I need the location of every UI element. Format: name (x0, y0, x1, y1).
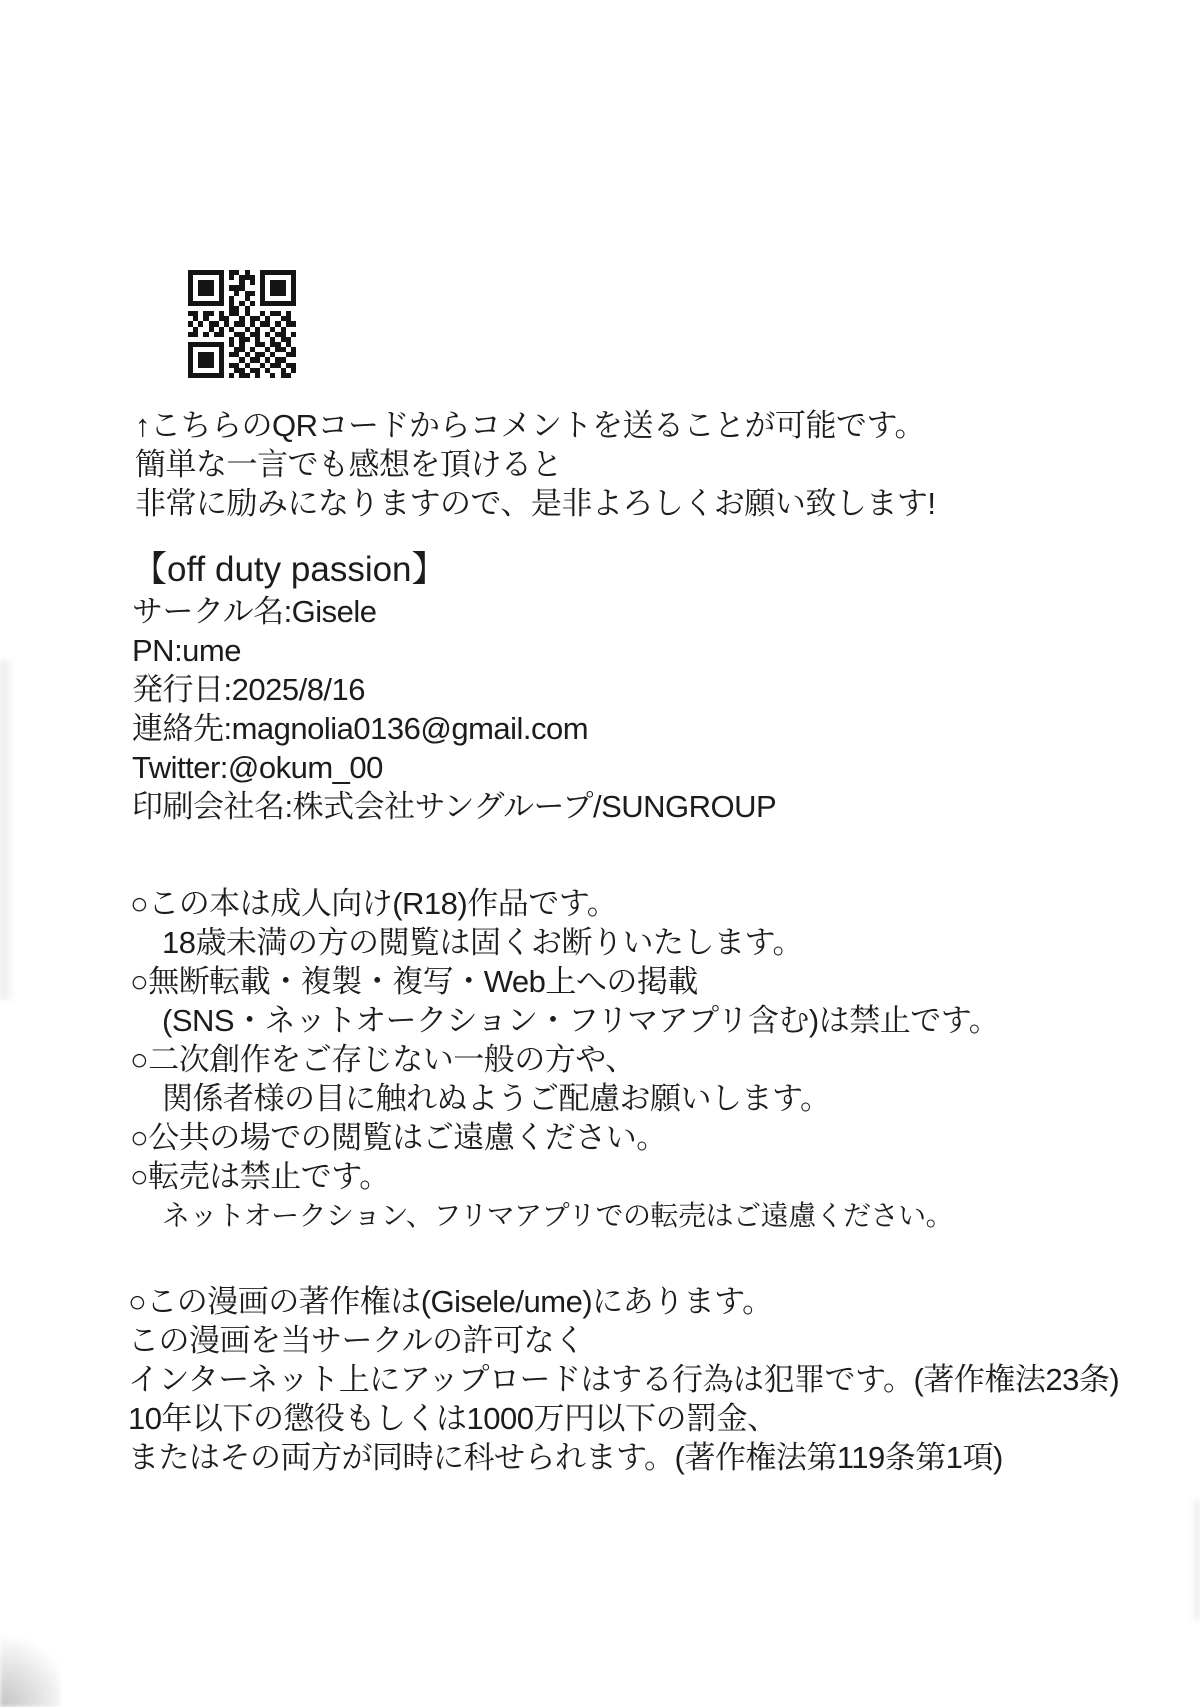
notice-line: 関係者様の目に触れぬようご配慮お願いします。 (162, 1081, 831, 1116)
notice-line: ○公共の場での閲覧はご遠慮ください。 (130, 1120, 667, 1155)
notice-line: ネットオークション、フリマアプリでの転売はご遠慮ください。 (162, 1200, 954, 1231)
notice-line: 18歳未満の方の閲覧は固くお断りいたします。 (162, 925, 803, 960)
book-title: 【off duty passion】 (132, 550, 447, 589)
qr-note-line: ↑こちらのQRコードからコメントを送ることが可能です。 (135, 408, 926, 443)
qr-note-block (135, 406, 936, 523)
copyright-line: インターネット上にアップロードはする行為は犯罪です。(著作権法23条) (128, 1362, 1120, 1397)
notices-block (130, 884, 999, 1235)
printing-company: 印刷会社名:株式会社サングループ/SUNGROUP (132, 789, 777, 824)
copyright-line: またはその両方が同時に科せられます。(著作権法第119条第1項) (128, 1440, 1003, 1475)
contact-email: 連絡先:magnolia0136@gmail.com (132, 711, 589, 746)
copyright-line: 10年以下の懲役もしくは1000万円以下の罰金、 (128, 1401, 778, 1436)
notice-line: ○この本は成人向け(R18)作品です。 (130, 886, 618, 921)
copyright-block (128, 1282, 1119, 1477)
notice-line: ○二次創作をご存じない一般の方や、 (130, 1042, 636, 1077)
pen-name: PN:ume (132, 633, 241, 668)
colophon-block (132, 548, 776, 826)
qr-note-line: 簡単な一言でも感想を頂けると (135, 447, 562, 482)
qr-code (188, 270, 296, 378)
copyright-line: ○この漫画の著作権は(Gisele/ume)にあります。 (128, 1284, 773, 1319)
publish-date: 発行日:2025/8/16 (132, 672, 366, 707)
copyright-line: この漫画を当サークルの許可なく (128, 1323, 585, 1358)
notice-line: (SNS・ネットオークション・フリマアプリ含む)は禁止です。 (162, 1003, 1000, 1038)
notice-line: ○無断転載・複製・複写・Web上への掲載 (130, 964, 698, 999)
twitter-handle: Twitter:@okum_00 (132, 750, 383, 785)
qr-note-line: 非常に励みになりますので、是非よろしくお願い致します! (135, 486, 936, 521)
scan-artifact (0, 1620, 60, 1707)
scan-artifact (0, 660, 14, 1000)
notice-line: ○転売は禁止です。 (130, 1159, 390, 1194)
circle-name: サークル名:Gisele (132, 594, 377, 629)
scan-artifact (1190, 1500, 1200, 1620)
